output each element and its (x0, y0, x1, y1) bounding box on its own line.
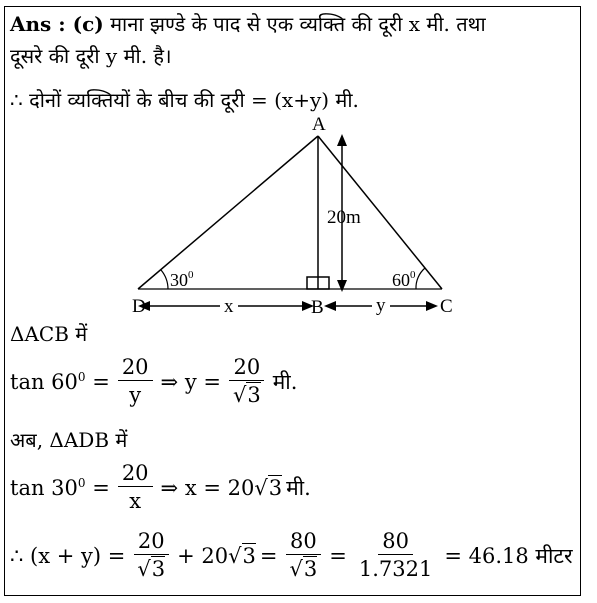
step1-lhs: $\tan 60^0$ = (10, 369, 110, 394)
step3-equation (10, 528, 573, 583)
answer-prefix: Ans : (c) (10, 12, 104, 36)
step2-equation (10, 460, 311, 515)
answer-line-3: ∴ दोनों व्यक्तियों के बीच की दूरी = (x+y) मी. (10, 88, 359, 112)
step3-plus: + 20√3 (177, 543, 256, 568)
step3-eq1: = (259, 543, 278, 568)
answer-line-1 (10, 12, 486, 36)
step1-equation (10, 354, 297, 409)
label-A: A (312, 114, 326, 135)
answer-line-2: दूसरे की दूरी y मी. है। (10, 44, 172, 68)
step1-triangle: ΔACB में (10, 322, 88, 346)
step3-fraction-1: $\frac{20}{√3}$ (133, 528, 169, 583)
triangle-diagram (120, 112, 470, 326)
step1-fraction-2: $\frac{20}{√3}$ (229, 354, 265, 409)
step2-triangle: अब, ΔADB में (10, 428, 128, 452)
triangle-svg (120, 112, 470, 322)
label-B: B (311, 297, 324, 318)
y-label: y (376, 295, 386, 316)
answer-line-1-text: माना झण्डे के पाद से एक व्यक्ति की दूरी x मी. तथा (110, 12, 486, 36)
step3-eq2: = (329, 543, 347, 568)
label-C: C (440, 296, 453, 317)
step2-mid: ⇒ x = 20√3 (160, 475, 283, 500)
step3-fraction-2: $\frac{80}{√3}$ (286, 528, 322, 583)
step1-fraction-1: $\frac{20}{y}$ (118, 354, 153, 409)
x-label: x (224, 296, 234, 317)
step3-fraction-3: $\frac{80}{1.7321}$ (358, 529, 433, 581)
step2-lhs: $\tan 30^0$ = (10, 475, 110, 500)
step1-unit: मी. (272, 369, 298, 394)
height-arrow-head-top (337, 134, 347, 146)
angle-arc-D (161, 270, 168, 289)
angle-C-label: $60^0$ (392, 269, 416, 290)
y-arrow-head-left (324, 301, 336, 311)
step3-result: = 46.18 मीटर (444, 543, 573, 568)
height-label: 20m (327, 207, 361, 228)
angle-D-label: $30^0$ (170, 269, 194, 290)
step2-fraction: $\frac{20}{x}$ (118, 460, 153, 515)
y-arrow-head-right (426, 301, 438, 311)
height-arrow-head-bottom (337, 280, 347, 292)
step3-lhs: ∴ (x + y) = (10, 543, 126, 568)
step2-unit: मी. (286, 475, 311, 500)
label-D: D (132, 296, 146, 317)
angle-arc-C (416, 268, 425, 289)
side-DA (138, 136, 318, 289)
step1-mid: ⇒ y = (160, 369, 221, 394)
